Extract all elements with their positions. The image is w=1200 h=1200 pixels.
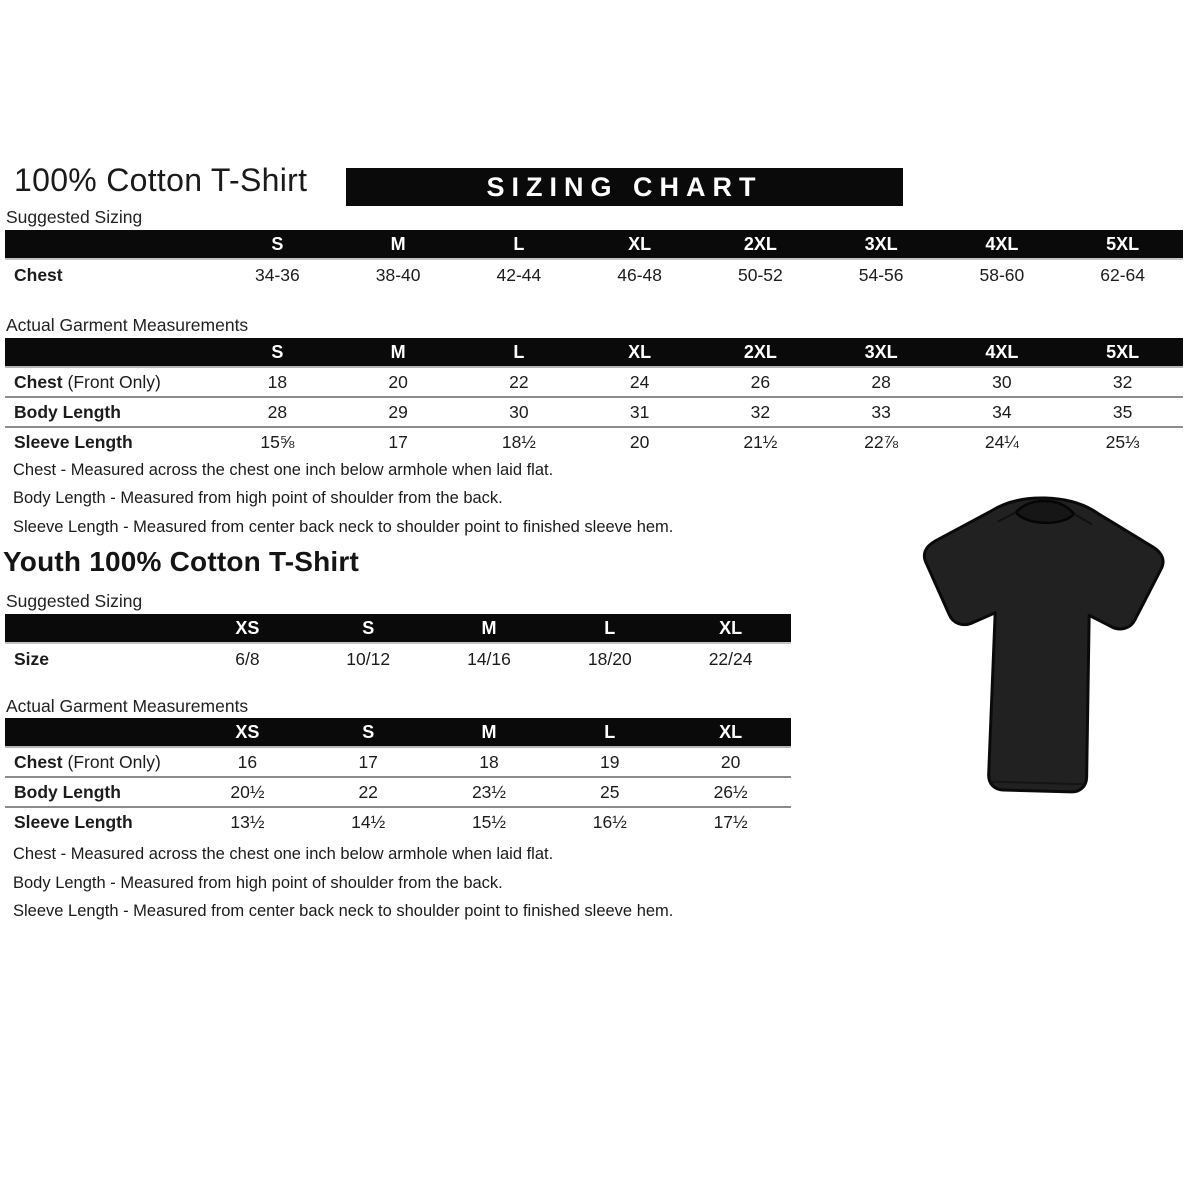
header-cell: L: [459, 230, 580, 259]
table-row-chest: [5, 367, 1183, 397]
adult-measurements-label: Actual Garment Measurements: [6, 315, 249, 335]
cell: 16: [237, 751, 258, 772]
cell: 20: [720, 751, 741, 772]
tshirt-product-image: [890, 478, 1192, 834]
note-body-length: Body Length - Measured from high point of shoulder from the back.: [13, 489, 503, 508]
cell: 28: [871, 371, 891, 392]
row-label-text: Chest: [14, 371, 63, 392]
table-row-sleeve-length: [5, 427, 1183, 456]
header-cell: L: [459, 338, 580, 367]
row-label: [5, 259, 217, 291]
row-label-text: Chest: [14, 751, 63, 772]
cell: 20: [579, 427, 700, 456]
header-cell: M: [429, 614, 550, 643]
cell: 16½: [549, 807, 670, 836]
cell: 33: [821, 397, 942, 427]
table-row-size: [5, 643, 791, 675]
sizing-chart-banner: SIZING CHART: [346, 168, 903, 206]
cell: 32: [1112, 371, 1133, 392]
header-cell: M: [338, 338, 459, 367]
header-cell: 4XL: [942, 338, 1063, 367]
row-label: [5, 427, 217, 456]
cell: 18½: [459, 427, 580, 456]
table-row-chest: [5, 747, 791, 777]
header-cell: 4XL: [942, 230, 1063, 259]
cell: 34-36: [254, 265, 300, 285]
header-cell: S: [217, 230, 338, 259]
cell: 30: [992, 371, 1012, 392]
cell: 20½: [187, 777, 308, 807]
adult-suggested-sizing-table: [5, 230, 1183, 291]
header-cell: 5XL: [1062, 338, 1183, 367]
cell: 22: [509, 371, 529, 392]
adult-suggested-sizing-label: Suggested Sizing: [6, 207, 143, 227]
header-cell-empty: [5, 230, 217, 259]
black-tshirt-icon: [890, 478, 1192, 834]
header-cell: XL: [579, 338, 700, 367]
youth-suggested-sizing-table: [5, 614, 791, 675]
note-body-length: Body Length - Measured from high point of shoulder from the back.: [13, 873, 503, 892]
row-label-note: (Front Only): [62, 371, 161, 392]
table-row: [5, 259, 1183, 291]
cell: 10/12: [346, 649, 391, 669]
cell: 14½: [308, 807, 429, 836]
row-label: [5, 747, 187, 777]
page-title: 100% Cotton T-Shirt: [14, 162, 308, 198]
cell: 14/16: [467, 649, 511, 669]
header-cell-empty: [5, 614, 187, 643]
youth-section-title: Youth 100% Cotton T-Shirt: [3, 546, 360, 577]
cell: 23½: [429, 777, 550, 807]
table-header-row: [5, 230, 1183, 259]
header-cell: XL: [579, 230, 700, 259]
header-cell: S: [217, 338, 338, 367]
header-cell: XS: [187, 614, 308, 643]
cell: 24¼: [942, 427, 1063, 456]
note-chest: Chest - Measured across the chest one inch below armhole when laid flat.: [13, 845, 554, 863]
header-cell: M: [429, 718, 550, 747]
cell: 50-52: [737, 265, 783, 285]
header-cell: L: [549, 614, 670, 643]
cell: 13½: [187, 807, 308, 836]
youth-measurement-notes: [13, 840, 673, 926]
cell: 6/8: [235, 649, 260, 669]
row-label-text: Chest: [14, 265, 63, 285]
row-label: [5, 777, 187, 807]
cell: 26½: [670, 777, 791, 807]
header-cell: XL: [670, 718, 791, 747]
cell: 21½: [700, 427, 821, 456]
cell: 31: [579, 397, 700, 427]
row-label-text: Size: [14, 649, 50, 669]
header-cell: S: [308, 614, 429, 643]
header-cell: XL: [670, 614, 791, 643]
cell: 19: [600, 751, 620, 772]
header-cell: 3XL: [821, 230, 942, 259]
cell: 18: [479, 751, 499, 772]
note-sleeve-length: Sleeve Length - Measured from center back neck to shoulder point to finished sleeve hem.: [13, 902, 674, 921]
row-label-text: Sleeve Length: [14, 431, 133, 452]
cell: 54-56: [858, 265, 904, 285]
note-sleeve-length: Sleeve Length - Measured from center back neck to shoulder point to finished sleeve hem.: [13, 517, 674, 536]
adult-measurements-table: [5, 338, 1183, 456]
cell: 38-40: [375, 265, 421, 285]
cell: 18: [267, 371, 288, 392]
cell: 15⅝: [217, 427, 338, 456]
cell: 25: [549, 777, 670, 807]
cell: 28: [217, 397, 338, 427]
row-label: [5, 397, 217, 427]
table-header-row: [5, 718, 791, 747]
header-cell: 2XL: [700, 338, 821, 367]
cell: 62-64: [1100, 265, 1145, 285]
row-label: [5, 367, 217, 397]
table-header-row: [5, 614, 791, 643]
youth-measurements-table: [5, 718, 791, 836]
header-cell: 5XL: [1062, 230, 1183, 259]
cell: 20: [388, 371, 408, 392]
row-label-text: Body Length: [14, 401, 121, 422]
row-label-text: Body Length: [14, 781, 121, 802]
row-label: [5, 807, 187, 836]
cell: 32: [700, 397, 821, 427]
table-row-sleeve-length: [5, 807, 791, 836]
adult-measurement-notes: [13, 456, 673, 541]
row-label-note: (Front Only): [62, 751, 161, 772]
header-cell-empty: [5, 718, 187, 747]
cell: 29: [338, 397, 459, 427]
row-label-text: Sleeve Length: [14, 811, 133, 832]
youth-measurements-label: Actual Garment Measurements: [6, 696, 249, 716]
cell: 34: [942, 397, 1063, 427]
cell: 22: [308, 777, 429, 807]
table-row-body-length: [5, 397, 1183, 427]
cell: 17: [338, 427, 459, 456]
cell: 26: [750, 371, 771, 392]
cell: 42-44: [496, 265, 542, 285]
row-label: [5, 643, 187, 675]
table-row-body-length: [5, 777, 791, 807]
header-cell-empty: [5, 338, 217, 367]
cell: 18/20: [587, 649, 632, 669]
header-cell: XS: [187, 718, 308, 747]
header-cell: 3XL: [821, 338, 942, 367]
cell: 22/24: [708, 649, 753, 669]
note-chest: Chest - Measured across the chest one inch below armhole when laid flat.: [13, 461, 554, 479]
header-cell: S: [308, 718, 429, 747]
header-cell: 2XL: [700, 230, 821, 259]
youth-suggested-sizing-label: Suggested Sizing: [6, 591, 143, 611]
cell: 58-60: [979, 265, 1025, 285]
header-cell: M: [338, 230, 459, 259]
cell: 25⅓: [1062, 427, 1183, 456]
cell: 17½: [670, 807, 791, 836]
cell: 15½: [429, 807, 550, 836]
cell: 24: [629, 371, 650, 392]
table-header-row: [5, 338, 1183, 367]
cell: 22⅞: [821, 427, 942, 456]
header-cell: L: [549, 718, 670, 747]
cell: 46-48: [617, 265, 662, 285]
cell: 30: [459, 397, 580, 427]
cell: 17: [358, 751, 378, 772]
cell: 35: [1062, 397, 1183, 427]
